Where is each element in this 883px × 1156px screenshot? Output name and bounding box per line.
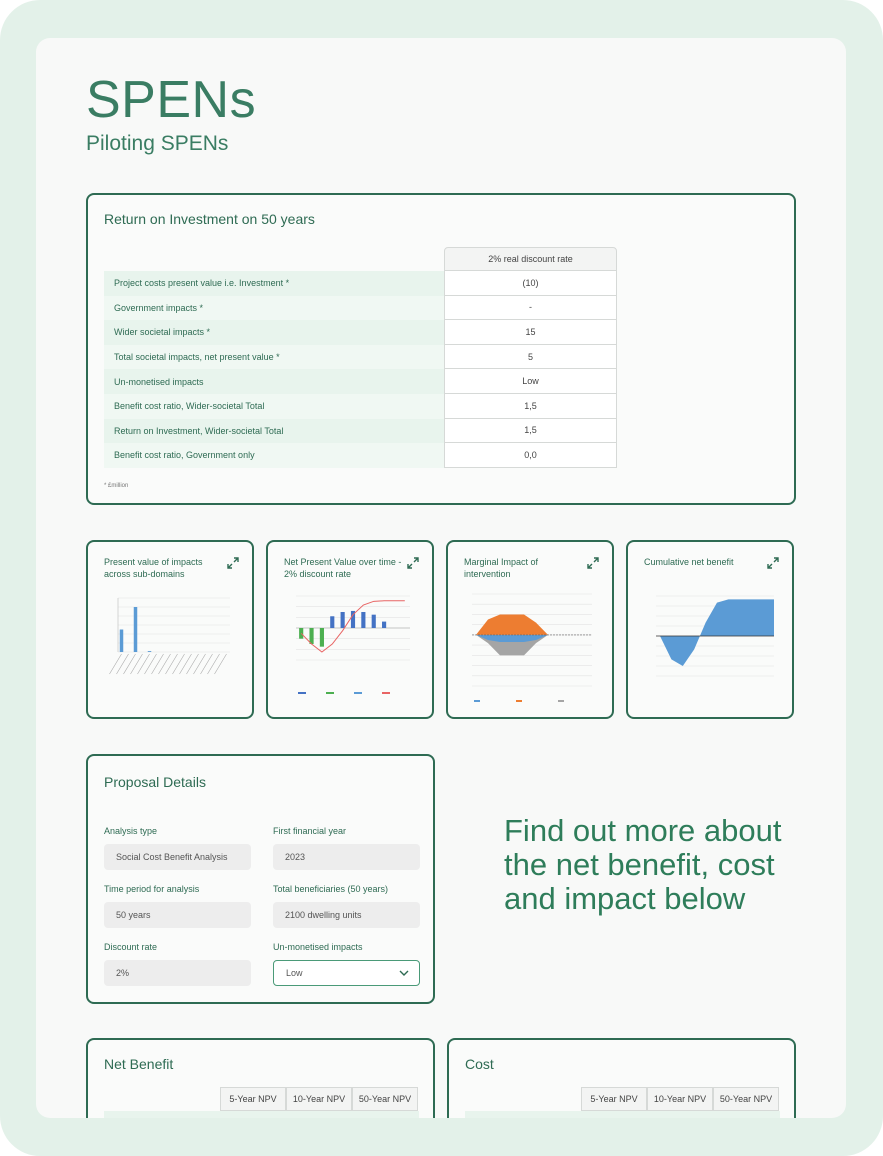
legend-entry	[382, 692, 390, 694]
bar	[309, 628, 313, 644]
row-label: Project costs present value i.e. Investment *	[104, 271, 444, 296]
row-value: Low	[444, 369, 617, 394]
discount-rate-field[interactable]: 2%	[104, 960, 251, 986]
table-row	[104, 369, 617, 394]
table-row	[104, 443, 617, 468]
npv-50-header: 50-Year NPV	[352, 1087, 418, 1111]
row-label: Total societal impacts, net present value *	[104, 345, 444, 370]
bar	[372, 615, 376, 628]
chart-title: Present value of impacts across sub-domains	[104, 557, 203, 579]
page-title: SPENs	[86, 71, 257, 129]
chart-card-impacts[interactable]	[86, 540, 254, 719]
row-value: 5	[444, 345, 617, 370]
first-year-field[interactable]: 2023	[273, 844, 420, 870]
unmonetised-label: Un-monetised impacts	[273, 942, 363, 952]
tick-label	[124, 654, 136, 674]
roi-column-header: 2% real discount rate	[444, 247, 617, 271]
row-label: Government impacts *	[104, 296, 444, 321]
tick-label	[145, 654, 157, 674]
expand-icon[interactable]	[406, 556, 420, 570]
npv-combo-chart	[278, 588, 426, 708]
expand-icon[interactable]	[586, 556, 600, 570]
npv-5-header: 5-Year NPV	[581, 1087, 647, 1111]
net-benefit-card	[86, 1038, 435, 1118]
row-value: 1,5	[444, 419, 617, 444]
bar	[148, 651, 152, 652]
tick-label	[187, 654, 199, 674]
tick-label	[173, 654, 185, 674]
cost-title: Cost	[465, 1056, 494, 1072]
tick-label	[180, 654, 192, 674]
first-year-label: First financial year	[273, 826, 347, 836]
table-row	[104, 271, 617, 296]
chart-card-marginal[interactable]	[446, 540, 614, 719]
legend-entry	[326, 692, 334, 694]
roi-table	[104, 247, 617, 468]
row-label: Benefit cost ratio, Government only	[104, 443, 444, 468]
chevron-down-icon	[399, 970, 409, 976]
bar	[361, 612, 365, 628]
tick-label	[208, 654, 220, 674]
time-period-field[interactable]: 50 years	[104, 902, 251, 928]
row-label: Return on Investment, Wider-societal Total	[104, 419, 444, 444]
analysis-type-field[interactable]: Social Cost Benefit Analysis	[104, 844, 251, 870]
bar	[134, 607, 138, 652]
row-value: 0,0	[444, 443, 617, 468]
table-row	[104, 296, 617, 321]
beneficiaries-label: Total beneficiaries (50 years)	[273, 884, 389, 894]
legend-entry	[298, 692, 306, 694]
unmonetised-select[interactable]	[273, 960, 420, 986]
chart-title: Marginal Impact of intervention	[464, 557, 539, 579]
row-label: Benefit cost ratio, Wider-societal Total	[104, 394, 444, 419]
marginal-area-chart	[458, 588, 606, 708]
beneficiaries-field[interactable]: 2100 dwelling units	[273, 902, 420, 928]
table-row	[104, 394, 617, 419]
analysis-type-label: Analysis type	[104, 826, 158, 836]
row-label: Un-monetised impacts	[104, 369, 444, 394]
row-value: (10)	[444, 271, 617, 296]
npv-10-header: 10-Year NPV	[286, 1087, 352, 1111]
tick-label	[166, 654, 178, 674]
row-label: Wider societal impacts *	[104, 320, 444, 345]
table-row	[104, 1111, 419, 1118]
page-subtitle: Piloting SPENs	[86, 132, 229, 155]
cost-card	[447, 1038, 796, 1118]
tick-label	[117, 654, 129, 674]
unmonetised-value: Low	[286, 968, 303, 978]
roi-card	[86, 193, 796, 505]
cumulative-area-chart	[638, 588, 786, 708]
table-row	[465, 1111, 780, 1118]
npv-50-header: 50-Year NPV	[713, 1087, 779, 1111]
tick-label	[194, 654, 206, 674]
tick-label	[201, 654, 213, 674]
roi-footnote: * £million	[104, 483, 129, 489]
tick-label	[159, 654, 171, 674]
tick-label	[131, 654, 143, 674]
table-row	[104, 320, 617, 345]
bar	[330, 616, 334, 628]
npv-10-header: 10-Year NPV	[647, 1087, 713, 1111]
proposal-card	[86, 754, 435, 1004]
screen	[36, 38, 846, 1118]
chart-card-npv[interactable]	[266, 540, 434, 719]
tick-label	[138, 654, 150, 674]
row-value: 15	[444, 320, 617, 345]
legend-entry	[354, 692, 362, 694]
time-period-label: Time period for analysis	[104, 884, 200, 894]
npv-5-header: 5-Year NPV	[220, 1087, 286, 1111]
net-benefit-title: Net Benefit	[104, 1056, 174, 1072]
expand-icon[interactable]	[766, 556, 780, 570]
area-orange	[476, 614, 548, 634]
roi-title: Return on Investment on 50 years	[104, 211, 315, 227]
legend-entry	[558, 700, 564, 702]
proposal-title: Proposal Details	[104, 774, 206, 790]
tick-label	[110, 654, 122, 674]
row-value: 1,5	[444, 394, 617, 419]
legend-entry	[516, 700, 522, 702]
chart-title: Cumulative net benefit	[644, 557, 734, 567]
tick-label	[215, 654, 227, 674]
bar	[341, 612, 345, 628]
chart-card-cumulative[interactable]	[626, 540, 794, 719]
table-row	[104, 345, 617, 370]
bar	[320, 628, 324, 647]
row-value: -	[444, 296, 617, 321]
chart-title: Net Present Value over time - 2% discount rate	[284, 557, 402, 579]
legend-entry	[474, 700, 480, 702]
table-row	[104, 419, 617, 444]
promo-text: Find out more about the net benefit, cost and impact below	[504, 813, 782, 916]
impacts-bar-chart	[98, 588, 246, 708]
bar	[120, 630, 124, 653]
bar	[382, 622, 386, 628]
discount-rate-label: Discount rate	[104, 942, 158, 952]
tick-label	[152, 654, 164, 674]
expand-icon[interactable]	[226, 556, 240, 570]
